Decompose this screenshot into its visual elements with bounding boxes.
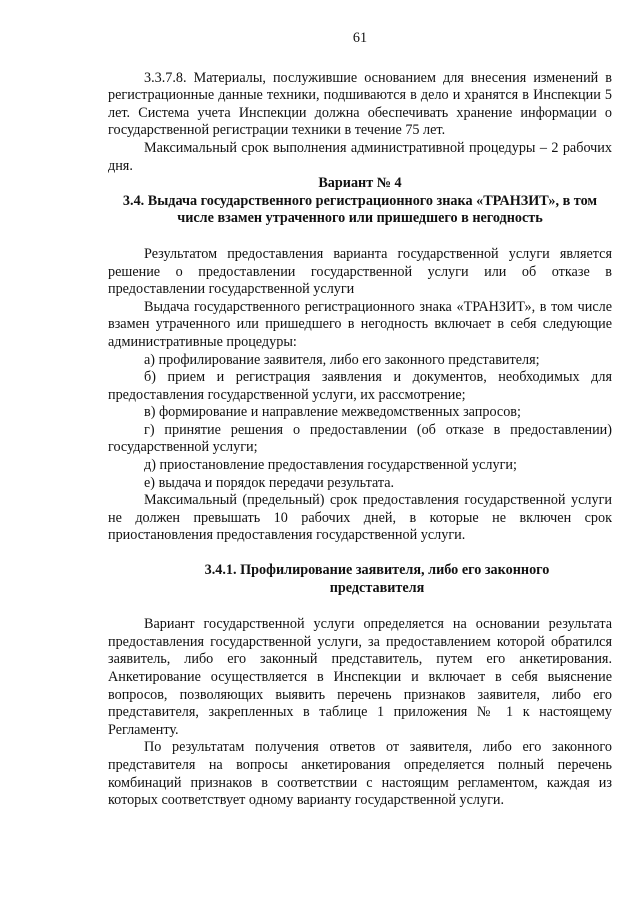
list-item-g: г) принятие решения о предоставлении (об отказе в предоставлении) государственной услуги; xyxy=(108,421,612,456)
paragraph-survey-results: По результатам получения ответов от заявителя, либо его законного представителя на вопросы анкетирования определяется полный перечень комбинаций признаков в соответствии с настоящим регламентом, каждая из которых соответствует одному варианту государственной услуги. xyxy=(108,739,612,809)
paragraph-3-3-7-8: 3.3.7.8. Материалы, послужившие основанием для внесения изменений в регистрационные данные техники, подшиваются в дело и хранятся в Инспекции 5 лет. Система учета Инспекции должна обеспечивать хранение информации о государственной регистрации техники в течение 75 лет. xyxy=(108,69,612,139)
list-item-d: д) приостановление предоставления государственной услуги; xyxy=(144,457,517,474)
paragraph-result: Результатом предоставления варианта государственной услуги является решение о предоставлении государственной услуги или об отказе в предоставлении государственной услуги xyxy=(108,245,612,298)
paragraph-procedures-intro: Выдача государственного регистрационного знака «ТРАНЗИТ», в том числе взамен утраченного или пришедшего в негодность включает в себя следующие административные процедуры: xyxy=(108,298,612,350)
section-title: 3.4. Выдача государственного регистрационного знака «ТРАНЗИТ», в том числе взамен утраченного или пришедшего в негодность xyxy=(122,192,598,227)
paragraph-max-term-procedure: Максимальный срок выполнения административной процедуры – 2 рабочих дня. xyxy=(108,139,612,174)
document-page xyxy=(108,30,612,810)
list-item-e: е) выдача и порядок передачи результата. xyxy=(144,474,395,491)
subsection-title: 3.4.1. Профилирование заявителя, либо его законного представителя xyxy=(204,562,550,596)
paragraph-max-term-service: Максимальный (предельный) срок предоставления государственной услуги не должен превышать 10 рабочих дней, в которые не включен срок приостановления предоставления государственной услуги. xyxy=(108,492,612,544)
paragraph-variant-determination: Вариант государственной услуги определяется на основании результата предоставления государственной услуги, за предоставлением которой обратился заявитель, либо его законный представитель, путем его анкетирования. Анкетирование осуществляется в Инспекции и включает в себя выяснение вопросов, позволяющих выявить перечень признаков заявителя, либо его представителя, закрепленных в таблице 1 приложения № 1 к настоящему Регламенту. xyxy=(108,616,612,738)
page-number: 61 xyxy=(352,30,368,46)
list-item-b: б) прием и регистрация заявления и документов, необходимых для предоставления государственной услуги, их рассмотрение; xyxy=(108,369,612,403)
list-item-a: а) профилирование заявителя, либо его законного представителя; xyxy=(144,351,540,368)
list-item-v: в) формирование и направление межведомственных запросов; xyxy=(144,404,521,421)
variant-title: Вариант № 4 xyxy=(318,175,402,192)
